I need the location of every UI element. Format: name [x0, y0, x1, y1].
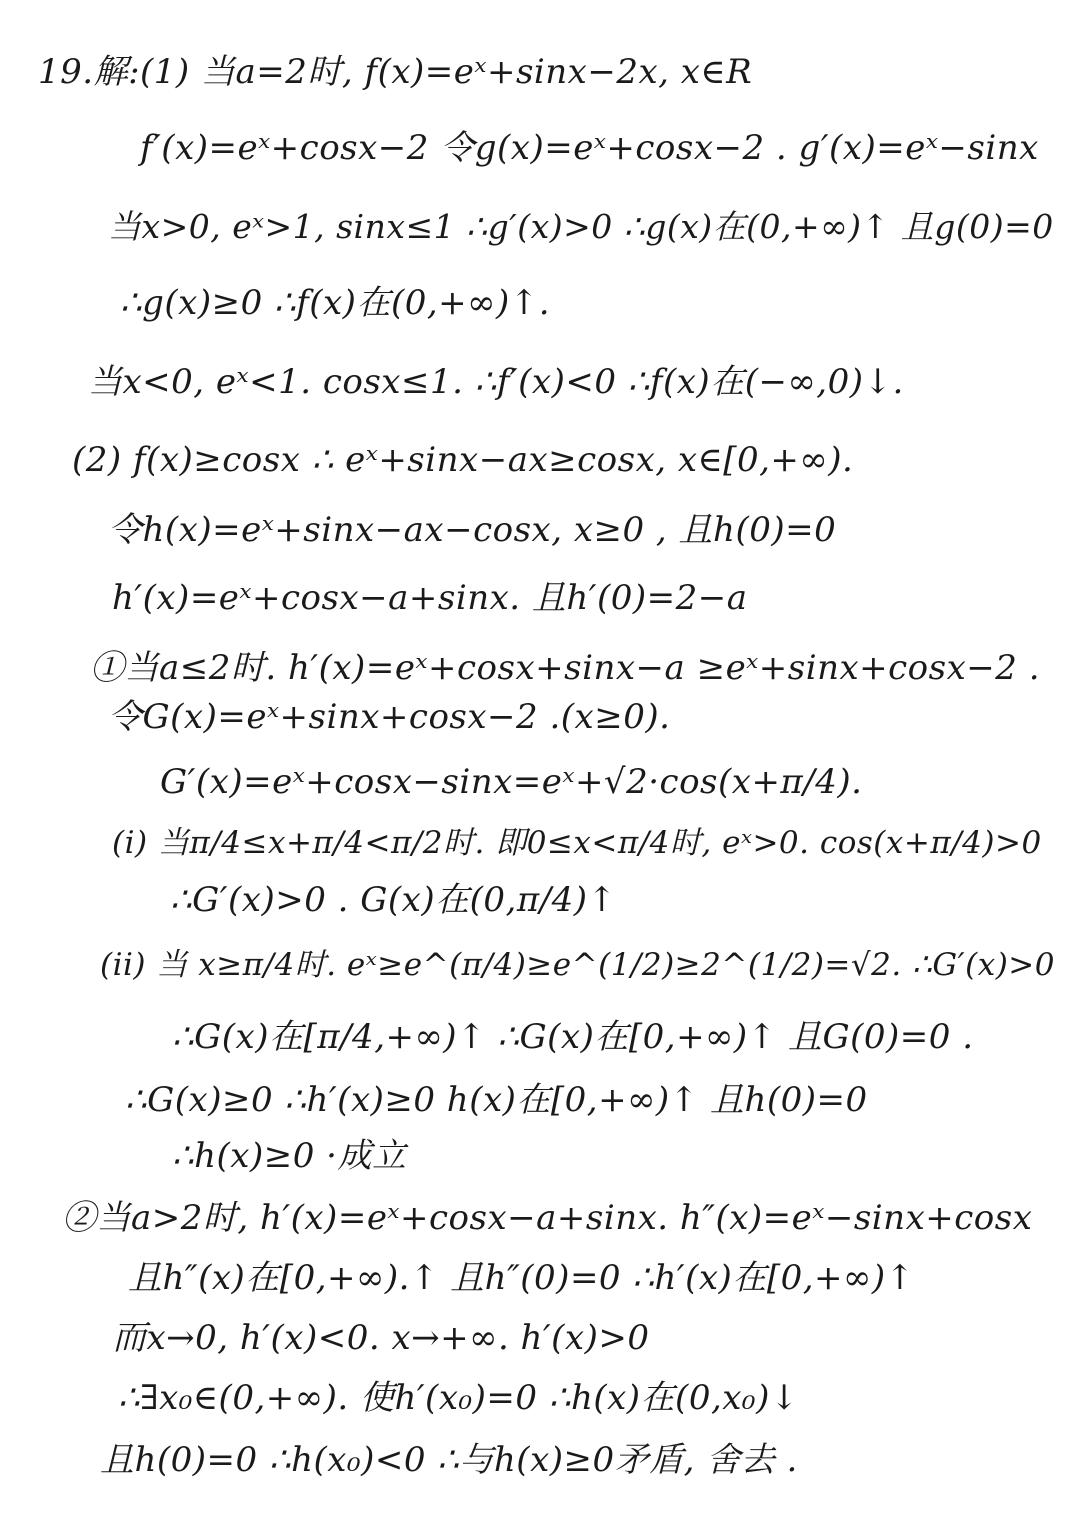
solution-line-2: f′(x)=eˣ+cosx−2 令g(x)=eˣ+cosx−2 . g′(x)=eˣ−sinx — [140, 128, 1039, 168]
solution-line-10: 令G(x)=eˣ+sinx+cosx−2 .(x≥0). — [108, 697, 671, 737]
solution-line-13: ∴G′(x)>0 . G(x)在(0,π/4)↑ — [170, 880, 617, 920]
solution-line-12: (i) 当π/4≤x+π/4<π/2时. 即0≤x<π/4时, eˣ>0. cos(x+π/4)>0 — [112, 825, 1042, 861]
solution-line-16: ∴G(x)≥0 ∴h′(x)≥0 h(x)在[0,+∞)↑ 且h(0)=0 — [125, 1080, 868, 1120]
solution-line-4: ∴g(x)≥0 ∴f(x)在(0,+∞)↑. — [120, 283, 551, 323]
solution-line-22: 且h(0)=0 ∴h(x₀)<0 ∴与h(x)≥0矛盾, 舍去 . — [100, 1440, 798, 1480]
solution-line-7: 令h(x)=eˣ+sinx−ax−cosx, x≥0 , 且h(0)=0 — [108, 510, 837, 550]
solution-line-18: ②当a>2时, h′(x)=eˣ+cosx−a+sinx. h″(x)=eˣ−sinx+cosx — [62, 1198, 1033, 1238]
solution-line-15: ∴G(x)在[π/4,+∞)↑ ∴G(x)在[0,+∞)↑ 且G(0)=0 . — [172, 1017, 974, 1057]
solution-line-19: 且h″(x)在[0,+∞).↑ 且h″(0)=0 ∴h′(x)在[0,+∞)↑ — [128, 1258, 915, 1298]
solution-line-11: G′(x)=eˣ+cosx−sinx=eˣ+√2·cos(x+π/4). — [160, 762, 863, 802]
solution-line-1: 19.解:(1) 当a=2时, f(x)=eˣ+sinx−2x, x∈R — [38, 52, 753, 92]
solution-line-9: ①当a≤2时. h′(x)=eˣ+cosx+sinx−a ≥eˣ+sinx+cosx−2 . — [90, 648, 1040, 688]
solution-line-17: ∴h(x)≥0 ·成立 — [172, 1136, 407, 1176]
solution-line-14: (ii) 当 x≥π/4时. eˣ≥e^(π/4)≥e^(1/2)≥2^(1/2)=√2. ∴G′(x)>0 — [100, 947, 1055, 983]
solution-line-3: 当x>0, eˣ>1, sinx≤1 ∴g′(x)>0 ∴g(x)在(0,+∞)↑ 且g(0)=0 — [108, 207, 1054, 246]
solution-line-21: ∴∃x₀∈(0,+∞). 使h′(x₀)=0 ∴h(x)在(0,x₀)↓ — [118, 1378, 799, 1418]
solution-line-5: 当x<0, eˣ<1. cosx≤1. ∴f′(x)<0 ∴f(x)在(−∞,0)↓. — [88, 362, 904, 402]
solution-line-6: (2) f(x)≥cosx ∴ eˣ+sinx−ax≥cosx, x∈[0,+∞). — [72, 440, 854, 480]
solution-line-20: 而x→0, h′(x)<0. x→+∞. h′(x)>0 — [112, 1318, 650, 1358]
solution-line-8: h′(x)=eˣ+cosx−a+sinx. 且h′(0)=2−a — [112, 578, 748, 618]
